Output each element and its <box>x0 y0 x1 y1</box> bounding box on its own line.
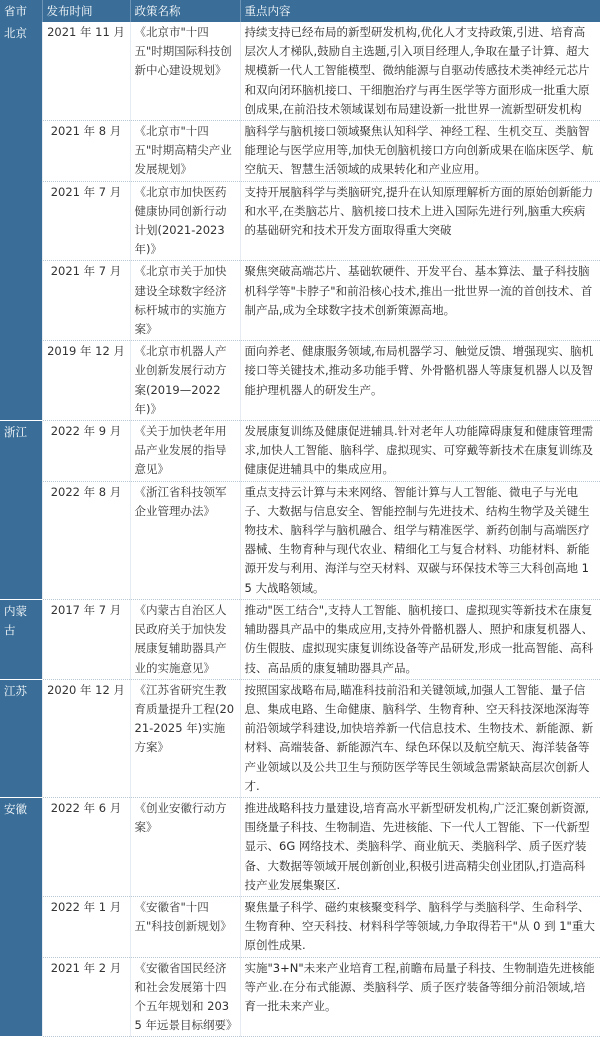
content-cell: 推动"医工结合",支持人工智能、脑机接口、虚拟现实等新技术在康复辅助器具产品中的集成应用,支持外骨骼机器人、照护和康复机器人、仿生假肢、虚拟现实康复训练设备等产品研发,形成一批高智能、高科技、高品质的康复辅助器具产品。 <box>240 599 600 679</box>
content-cell: 脑科学与脑机接口领域聚焦认知科学、神经工程、生机交互、类脑智能理论与医学应用等,加快无创脑机接口方向创新成果在临床医学、航空航天、智慧生活领域的成果转化和产业应用。 <box>240 121 600 182</box>
date-cell: 2020 年 12 月 <box>42 679 130 797</box>
policy-name-cell: 《安徽省国民经济和社会发展第十四个五年规划和 2035 年远景目标纲要》 <box>130 957 240 1037</box>
table-row <box>0 896 600 957</box>
date-cell: 2022 年 6 月 <box>42 797 130 896</box>
policy-name-cell: 《北京市"十四五"时期高精尖产业发展规划》 <box>130 121 240 182</box>
date-cell: 2017 年 7 月 <box>42 599 130 679</box>
province-cell: 浙江 <box>0 421 42 600</box>
province-cell: 内蒙古 <box>0 599 42 679</box>
province-cell: 安徽 <box>0 797 42 1036</box>
content-cell: 发展康复训练及健康促进辅具.针对老年人功能障碍康复和健康管理需求,加快人工智能、脑科学、虚拟现实、可穿戴等新技术在康复训练及健康促进辅具中的集成应用。 <box>240 421 600 482</box>
header-row <box>0 0 600 22</box>
policy-name-cell: 《北京市"十四五"时期国际科技创新中心建设规划》 <box>130 22 240 121</box>
policy-name-cell: 《创业安徽行动方案》 <box>130 797 240 896</box>
date-cell: 2021 年 7 月 <box>42 181 130 261</box>
table-row <box>0 481 600 599</box>
table-row <box>0 599 600 679</box>
date-cell: 2019 年 12 月 <box>42 341 130 421</box>
table-row <box>0 679 600 797</box>
content-cell: 实施"3+N"未来产业培育工程,前瞻布局量子科技、生物制造先进核能等产业.在分布式能源、类脑科学、质子医疗装备等细分前沿领域,培育一批未来产业。 <box>240 957 600 1037</box>
date-cell: 2022 年 8 月 <box>42 481 130 599</box>
content-cell: 支持开展脑科学与类脑研究,提升在认知原理解析方面的原始创新能力和水平,在类脑芯片、脑机接口技术上进入国际先进行列,脑重大疾病的基础研究和技术开发方面取得重大突破 <box>240 181 600 261</box>
header-province: 省市 <box>0 0 42 22</box>
table-row <box>0 957 600 1037</box>
table-row <box>0 121 600 182</box>
policy-name-cell: 《浙江省科技领军企业管理办法》 <box>130 481 240 599</box>
header-date: 发布时间 <box>42 0 130 22</box>
content-cell: 聚焦量子科学、磁约束核聚变科学、脑科学与类脑科学、生命科学、生物育种、空天科技、材料科学等领域,力争取得若干"从 0 到 1"重大原创性成果. <box>240 896 600 957</box>
content-cell: 重点支持云计算与未来网络、智能计算与人工智能、微电子与光电子、大数据与信息安全、智能控制与先进技术、结构生物学及关键生物技术、脑科学与脑机融合、组学与精准医学、新药创制与高端医疗器械、生物育种与现代农业、精细化工与复合材料、功能材料、新能源开发与利用、海洋与空天材料、双碳与环保技术等三大科创高地 15 大战略领域。 <box>240 481 600 599</box>
policy-name-cell: 《北京市加快医药健康协同创新行动计划(2021-2023 年)》 <box>130 181 240 261</box>
date-cell: 2021 年 2 月 <box>42 957 130 1037</box>
table-row <box>0 341 600 421</box>
table-row <box>0 22 600 121</box>
policy-name-cell: 《北京市机器人产业创新发展行动方案(2019—2022 年)》 <box>130 341 240 421</box>
date-cell: 2022 年 1 月 <box>42 896 130 957</box>
content-cell: 面向养老、健康服务领域,布局机器学习、触觉反馈、增强现实、脑机接口等关键技术,推动多功能手臂、外骨骼机器人等康复机器人以及智能护理机器人的研发生产。 <box>240 341 600 421</box>
content-cell: 推进战略科技力量建设,培育高水平新型研发机构,广泛汇聚创新资源,围绕量子科技、生物制造、先进核能、下一代人工智能、下一代新型显示、6G 网络技术、类脑科学、商业航天、类脑科学、质子医疗装备、大数据等领域开展创新创业,积极引进高精尖创业团队,打造高科技产业发展集聚区. <box>240 797 600 896</box>
date-cell: 2022 年 9 月 <box>42 421 130 482</box>
header-key-content: 重点内容 <box>240 0 600 22</box>
policy-name-cell: 《江苏省研究生教育质量提升工程(2021-2025 年)实施方案》 <box>130 679 240 797</box>
date-cell: 2021 年 8 月 <box>42 121 130 182</box>
province-cell: 北京 <box>0 22 42 421</box>
table-row <box>0 797 600 896</box>
policy-name-cell: 《北京市关于加快建设全球数字经济标杆城市的实施方案》 <box>130 261 240 341</box>
date-cell: 2021 年 11 月 <box>42 22 130 121</box>
policy-name-cell: 《内蒙古自治区人民政府关于加快发展康复辅助器具产业的实施意见》 <box>130 599 240 679</box>
header-policy-name: 政策名称 <box>130 0 240 22</box>
policy-name-cell: 《关于加快老年用品产业发展的指导意见》 <box>130 421 240 482</box>
province-cell: 江苏 <box>0 679 42 797</box>
table-row <box>0 181 600 261</box>
content-cell: 聚焦突破高端芯片、基础软硬件、开发平台、基本算法、量子科技脑机科学等"卡脖子"和前沿核心技术,推出一批世界一流的首创技术、首制产品,成为全球数字技术创新策源高地。 <box>240 261 600 341</box>
policy-name-cell: 《安徽省"十四五"科技创新规划》 <box>130 896 240 957</box>
table-row <box>0 261 600 341</box>
table-row <box>0 421 600 482</box>
content-cell: 持续支持已经布局的新型研发机构,优化人才支持政策,引进、培育高层次人才梯队,鼓励自主选题,引入项目经理人,争取在量子计算、超大规模新一代人工智能模型、微纳能源与自驱动传感技术类神经元芯片和双向闭环脑机接口、干细胞治疗与再生医学等方面形成一批重大原创成果,在前沿技术领域谋划布局建设新一批世界一流新型研发机构 <box>240 22 600 121</box>
content-cell: 按照国家战略布局,瞄准科技前沿和关键领域,加强人工智能、量子信息、集成电路、生命健康、脑科学、生物育种、空天科技深地深海等前沿领域学科建设,加快培养新一代信息技术、生物技术、新能源、新材料、高端装备、新能源汽车、绿色环保以及航空航天、海洋装备等产业领域以及公共卫生与预防医学等民生领域急需紧缺高层次创新人才. <box>240 679 600 797</box>
date-cell: 2021 年 7 月 <box>42 261 130 341</box>
